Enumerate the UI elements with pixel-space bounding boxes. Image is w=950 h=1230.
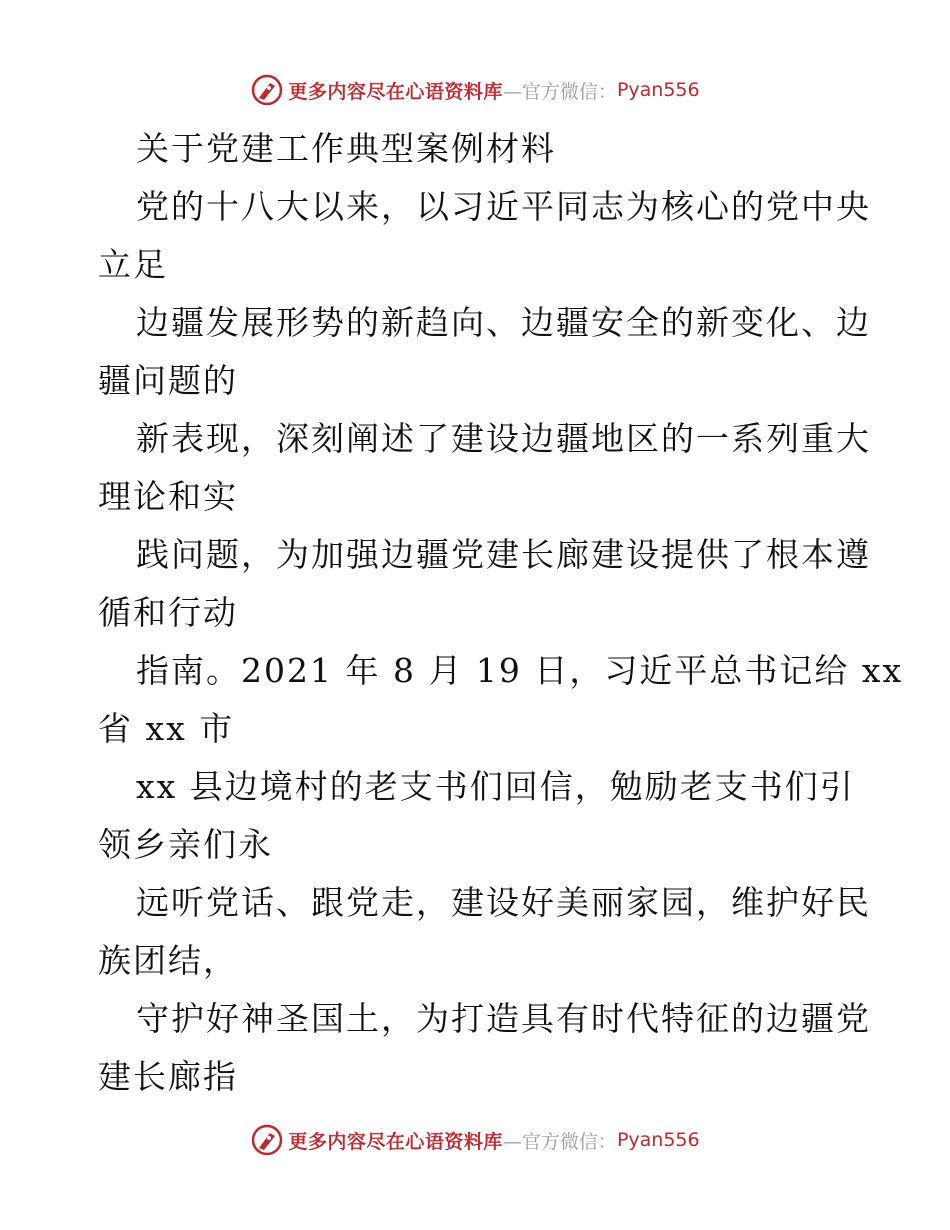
- watermark-handle: Pyan556: [616, 79, 700, 101]
- paragraph-line: 守护好神圣国土，为打造具有时代特征的边疆党: [136, 999, 871, 1038]
- watermark-main-text: 更多内容尽在心语资料库: [288, 80, 503, 103]
- watermark-sub-text: —官方微信：: [502, 1130, 617, 1153]
- paragraph-line: 党的十八大以来，以习近平同志为核心的党中央: [136, 187, 871, 226]
- paragraph-line: 建长廊指: [98, 1057, 238, 1096]
- watermark-handle: Pyan556: [616, 1129, 700, 1151]
- paragraph-line: 新表现，深刻阐述了建设边疆地区的一系列重大: [136, 419, 871, 458]
- paragraph-line: 指南。2021 年 8 月 19 日，习近平总书记给 xx: [136, 651, 904, 690]
- paragraph-line: 省 xx 市: [98, 709, 235, 748]
- document-title: 关于党建工作典型案例材料: [136, 129, 556, 168]
- watermark-header: [0, 68, 950, 112]
- paragraph-line: 疆问题的: [98, 361, 238, 400]
- pen-nib-logo-icon: [250, 73, 284, 107]
- paragraph-line: 立足: [98, 245, 168, 284]
- paragraph-line: 远听党话、跟党走，建设好美丽家园，维护好民: [136, 883, 871, 922]
- paragraph-line: 理论和实: [98, 477, 238, 516]
- paragraph-line: 循和行动: [98, 593, 238, 632]
- paragraph-line: 边疆发展形势的新趋向、边疆安全的新变化、边: [136, 303, 871, 342]
- document-body: [98, 120, 904, 1106]
- watermark-footer: [0, 1118, 950, 1162]
- watermark-sub-text: —官方微信：: [502, 80, 617, 103]
- paragraph-line: 族团结，: [98, 941, 238, 980]
- paragraph-line: 领乡亲们永: [98, 825, 273, 864]
- paragraph-line: 践问题，为加强边疆党建长廊建设提供了根本遵: [136, 535, 871, 574]
- pen-nib-logo-icon: [250, 1123, 284, 1157]
- paragraph-line: xx 县边境村的老支书们回信，勉励老支书们引: [136, 767, 855, 806]
- watermark-main-text: 更多内容尽在心语资料库: [288, 1130, 503, 1153]
